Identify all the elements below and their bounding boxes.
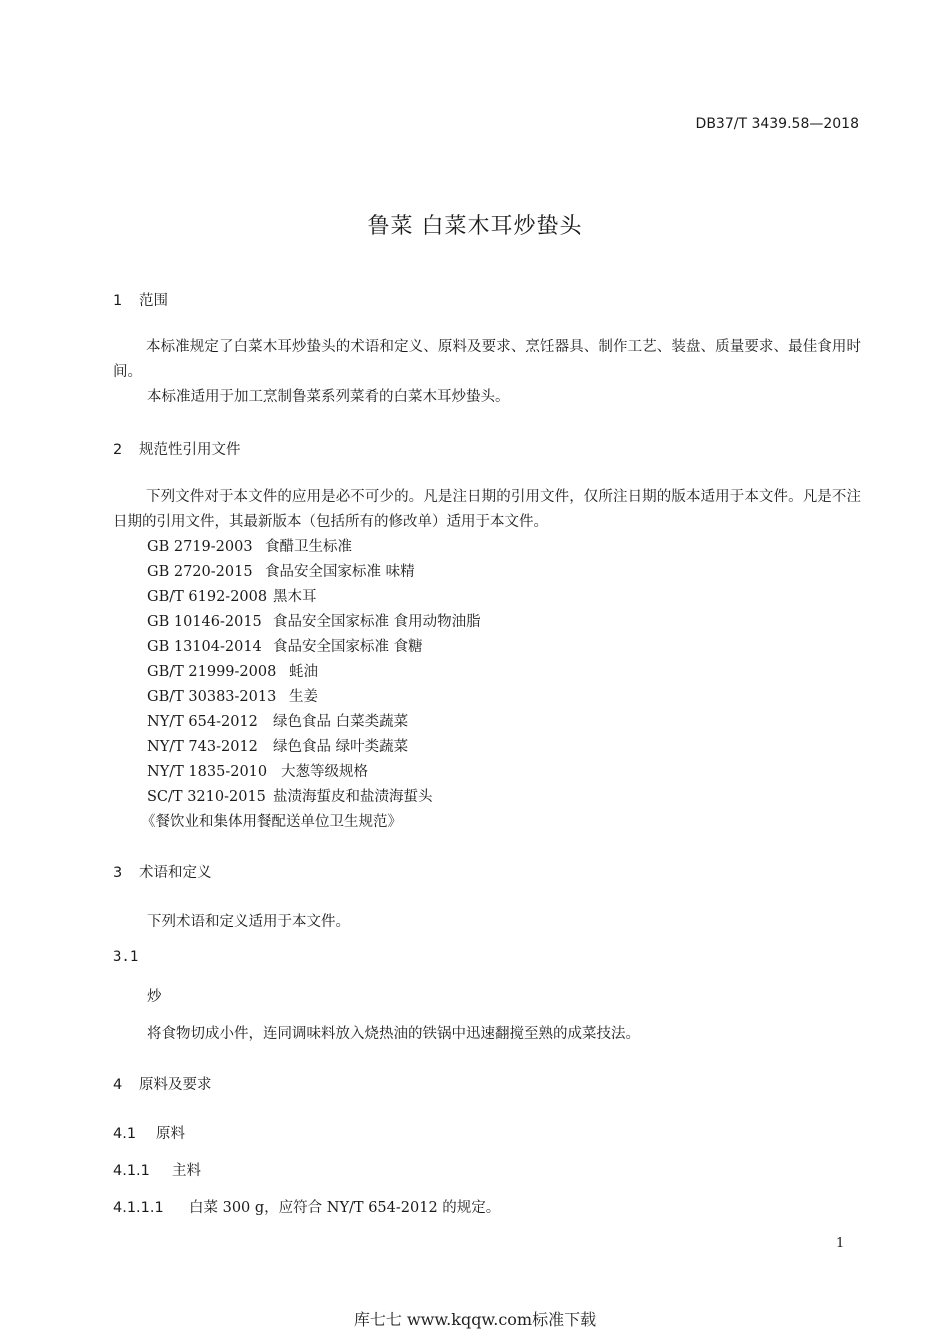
standard-number: DB37/T 3439.58—2018 <box>695 116 859 132</box>
reference-code: GB/T 30383-2013 <box>147 689 277 705</box>
subsection-title: 原料 <box>156 1126 185 1142</box>
scope-paragraph-1: 本标准规定了白菜木耳炒蛰头的术语和定义、原料及要求、烹饪器具、制作工艺、装盘、质量要求、最佳食用时间。 <box>113 339 861 380</box>
reference-item <box>147 585 317 606</box>
reference-code: GB 2719-2003 <box>147 539 253 555</box>
section-number: 4 <box>113 1077 123 1093</box>
reference-code: NY/T 654-2012 <box>147 714 258 730</box>
reference-title: 食品安全国家标准 食用动物油脂 <box>273 614 481 630</box>
section-title: 规范性引用文件 <box>139 442 241 458</box>
section-number: 2 <box>113 442 123 458</box>
reference-title: 生姜 <box>289 689 318 705</box>
reference-title: 食品安全国家标准 味精 <box>265 564 415 580</box>
reference-item <box>147 785 433 806</box>
section-3-heading <box>113 861 212 882</box>
clause-4-1-1-1 <box>113 1196 500 1217</box>
section-1-heading <box>113 289 168 310</box>
reference-item <box>147 535 352 556</box>
reference-code: GB 2720-2015 <box>147 564 253 580</box>
reference-title: 绿色食品 绿叶类蔬菜 <box>273 739 409 755</box>
reference-code: NY/T 1835-2010 <box>147 764 268 780</box>
section-title: 范围 <box>139 293 168 309</box>
reference-item <box>147 710 408 731</box>
section-2-heading <box>113 438 241 459</box>
reference-item <box>147 635 423 656</box>
subsection-number: 4.1.1 <box>113 1163 150 1179</box>
reference-code: GB 13104-2014 <box>147 639 262 655</box>
subsection-title: 主料 <box>172 1163 201 1179</box>
term-definition: 将食物切成小件，连同调味料放入烧热油的铁锅中迅速翻搅至熟的成菜技法。 <box>147 1026 640 1042</box>
reference-code: SC/T 3210-2015 <box>147 789 266 805</box>
references-intro: 下列文件对于本文件的应用是必不可少的。凡是注日期的引用文件，仅所注日期的版本适用于本文件。凡是不注日期的引用文件，其最新版本（包括所有的修改单）适用于本文件。 <box>113 489 861 530</box>
footer-watermark: 库七七 www.kqqw.com标准下载 <box>353 1310 597 1329</box>
section-title: 术语和定义 <box>139 865 212 881</box>
section-number: 1 <box>113 293 123 309</box>
document-title: 鲁菜 白菜木耳炒蛰头 <box>367 214 583 239</box>
reference-title: 盐渍海蜇皮和盐渍海蜇头 <box>273 789 433 805</box>
section-4-heading <box>113 1073 212 1094</box>
subsection-4-1 <box>113 1122 185 1143</box>
page-number: 1 <box>836 1236 845 1251</box>
reference-item <box>147 735 408 756</box>
reference-item <box>147 685 318 706</box>
terms-intro: 下列术语和定义适用于本文件。 <box>147 914 350 930</box>
reference-title: 黑木耳 <box>273 589 317 605</box>
term-number: 3.1 <box>113 949 139 965</box>
reference-code: GB/T 6192-2008 <box>147 589 268 605</box>
reference-title: 大葱等级规格 <box>281 764 368 780</box>
reference-code: GB/T 21999-2008 <box>147 664 277 680</box>
clause-text: 白菜 300 g，应符合 NY/T 654-2012 的规定。 <box>189 1200 501 1216</box>
section-number: 3 <box>113 865 123 881</box>
subsection-4-1-1 <box>113 1159 201 1180</box>
reference-item <box>147 560 415 581</box>
subsection-number: 4.1 <box>113 1126 137 1142</box>
reference-code: NY/T 743-2012 <box>147 739 258 755</box>
reference-title: 食品安全国家标准 食糖 <box>273 639 423 655</box>
reference-title: 蚝油 <box>289 664 318 680</box>
reference-item: 《餐饮业和集体用餐配送单位卫生规范》 <box>141 814 402 830</box>
reference-item <box>147 660 318 681</box>
section-title: 原料及要求 <box>139 1077 212 1093</box>
reference-title: 食醋卫生标准 <box>265 539 352 555</box>
term-name: 炒 <box>147 989 162 1005</box>
reference-title: 绿色食品 白菜类蔬菜 <box>273 714 409 730</box>
reference-code: GB 10146-2015 <box>147 614 262 630</box>
reference-item <box>147 760 368 781</box>
clause-number: 4.1.1.1 <box>113 1200 164 1216</box>
scope-paragraph-2: 本标准适用于加工烹制鲁菜系列菜肴的白菜木耳炒蛰头。 <box>147 389 510 405</box>
reference-item <box>147 610 481 631</box>
